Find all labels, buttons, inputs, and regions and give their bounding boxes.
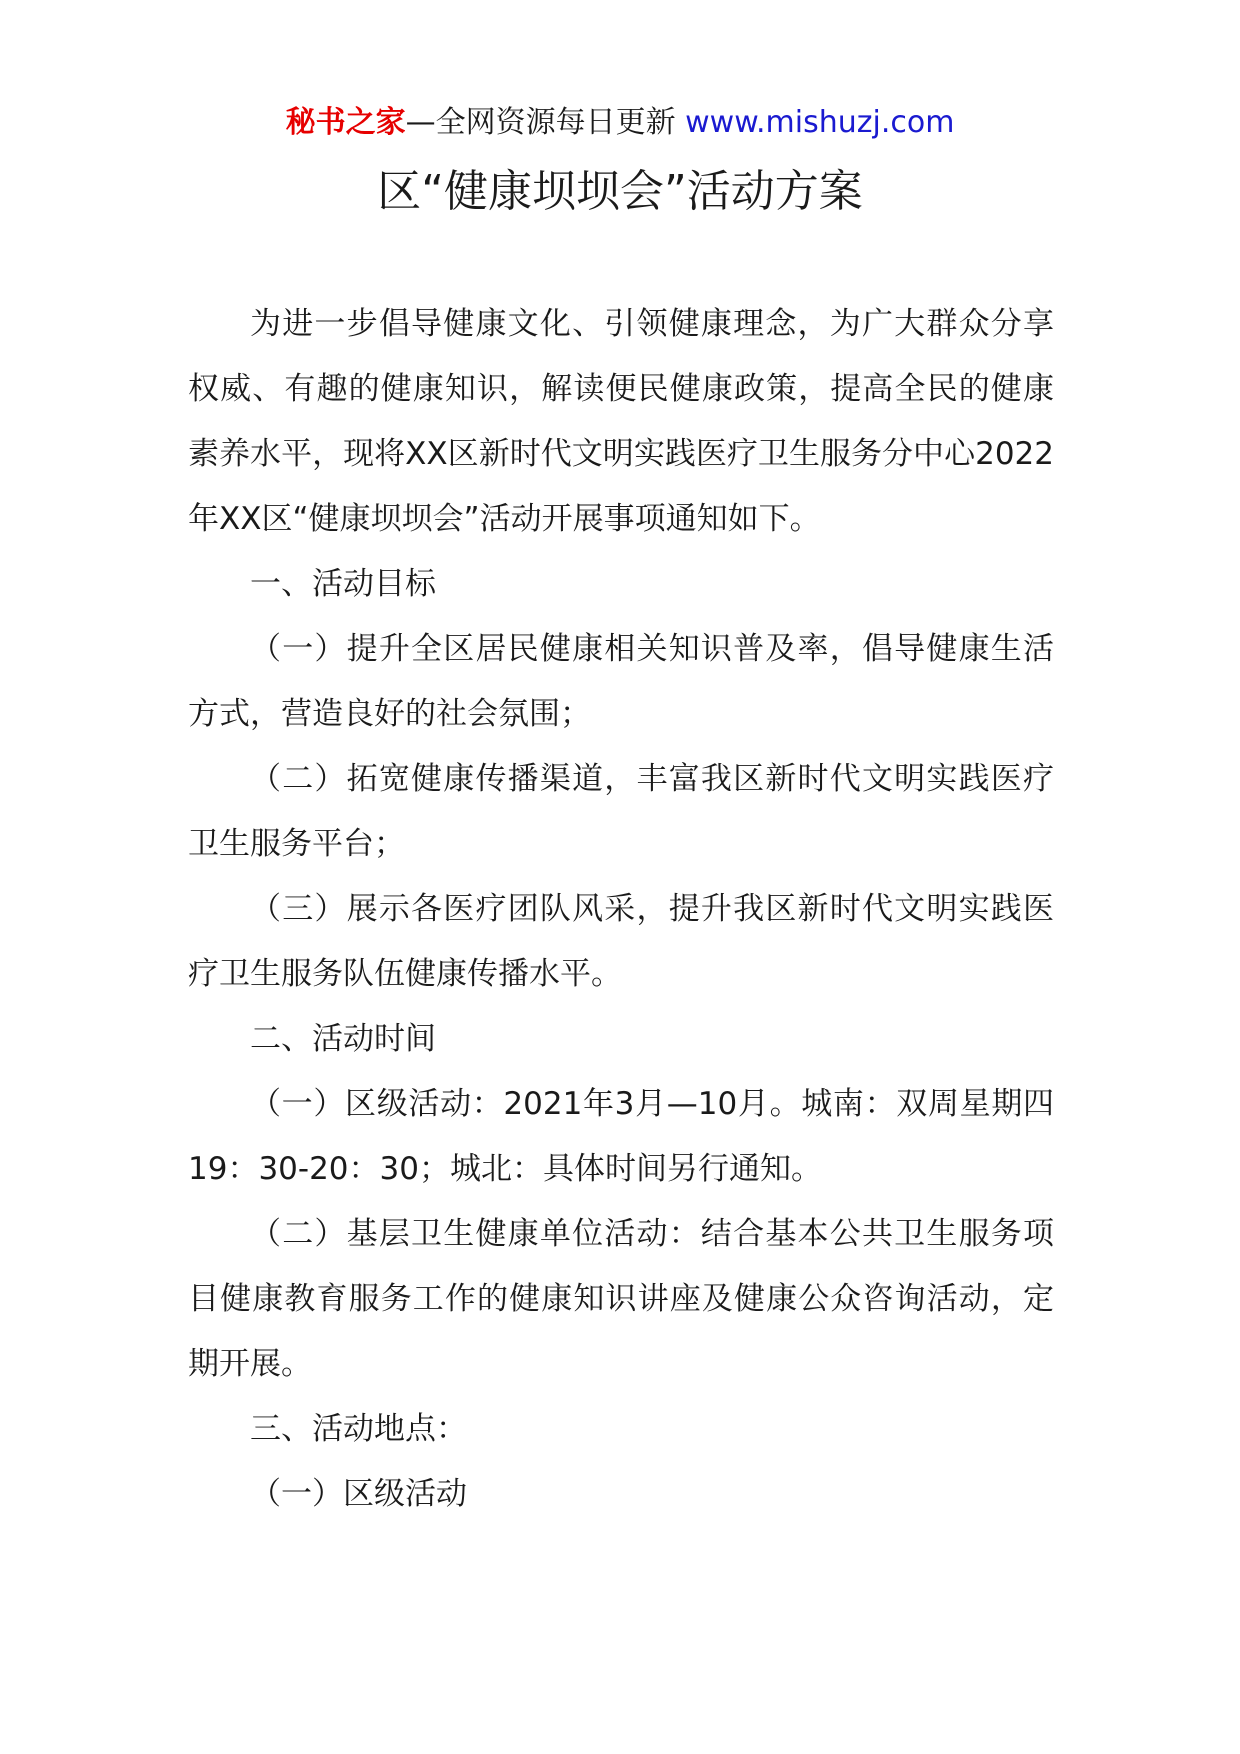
section-heading-goals: 一、活动目标 bbox=[250, 566, 436, 602]
section-heading-time: 二、活动时间 bbox=[250, 1021, 436, 1057]
document-title: 区“健康坝坝会”活动方案 bbox=[377, 166, 863, 217]
brand-name: 秘书之家 bbox=[285, 105, 406, 140]
intro-paragraph: 为进一步倡导健康文化、引领健康理念，为广大群众分享权威、有趣的健康知识，解读便民健康政策，提高全民的健康素养水平，现将XX区新时代文明实践医疗卫生服务分中心2022年XX区“健康坝坝会”活动开展事项通知如下。 bbox=[188, 306, 1054, 537]
location-item-1: （一）区级活动 bbox=[250, 1476, 467, 1512]
document-body bbox=[188, 292, 1054, 1527]
goal-item-3: （三）展示各医疗团队风采，提升我区新时代文明实践医疗卫生服务队伍健康传播水平。 bbox=[188, 891, 1054, 992]
time-item-1: （一）区级活动：2021年3月—10月。城南：双周星期四19：30-20：30；城北：具体时间另行通知。 bbox=[188, 1086, 1054, 1187]
goal-item-1: （一）提升全区居民健康相关知识普及率，倡导健康生活方式，营造良好的社会氛围； bbox=[188, 631, 1054, 732]
section-heading-location: 三、活动地点： bbox=[250, 1411, 467, 1447]
site-header bbox=[0, 103, 1240, 143]
goal-item-2: （二）拓宽健康传播渠道，丰富我区新时代文明实践医疗卫生服务平台； bbox=[188, 761, 1054, 862]
time-item-2: （二）基层卫生健康单位活动：结合基本公共卫生服务项目健康教育服务工作的健康知识讲座及健康公众咨询活动，定期开展。 bbox=[188, 1216, 1054, 1382]
header-tagline: —全网资源每日更新 bbox=[405, 105, 676, 140]
site-url-link[interactable]: www.mishuzj.com bbox=[685, 105, 955, 140]
